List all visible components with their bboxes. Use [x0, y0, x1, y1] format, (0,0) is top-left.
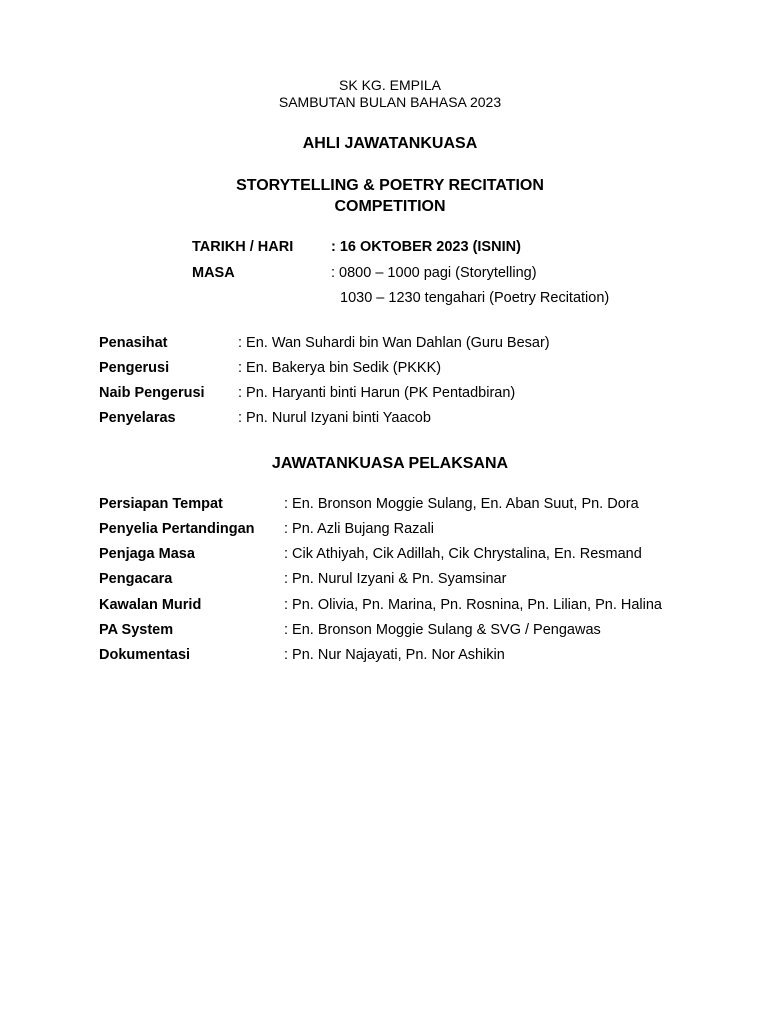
school-name: SK KG. EMPILA	[339, 77, 441, 93]
executive-members: : En. Bronson Moggie Sulang & SVG / Pengawas	[284, 622, 601, 638]
page-title: AHLI JAWATANKUASA	[302, 135, 478, 152]
time-value-storytelling: : 0800 – 1000 pagi (Storytelling)	[331, 265, 537, 281]
executive-members: : Pn. Olivia, Pn. Marina, Pn. Rosnina, Pn. Lilian, Pn. Halina	[284, 597, 662, 613]
committee-role-coordinator: Penyelaras	[99, 410, 176, 426]
executive-role: PA System	[99, 622, 174, 638]
time-label: MASA	[192, 265, 235, 281]
committee-role-vice-chair: Naib Pengerusi	[99, 385, 205, 401]
executive-role: Kawalan Murid	[99, 597, 202, 613]
competition-title-line1: STORYTELLING & POETRY RECITATION	[236, 177, 544, 194]
committee-member-chair: : En. Bakerya bin Sedik (PKKK)	[238, 360, 442, 376]
committee-member-coordinator: : Pn. Nurul Izyani binti Yaacob	[238, 410, 431, 426]
executive-members: : En. Bronson Moggie Sulang, En. Aban Suut, Pn. Dora	[284, 496, 639, 512]
committee-member-vice-chair: : Pn. Haryanti binti Harun (PK Pentadbiran)	[238, 385, 516, 401]
competition-title-line2: COMPETITION	[334, 198, 446, 215]
executive-role: Dokumentasi	[99, 647, 191, 663]
committee-member-advisor: : En. Wan Suhardi bin Wan Dahlan (Guru Besar)	[238, 335, 550, 351]
executive-members: : Cik Athiyah, Cik Adillah, Cik Chrystalina, En. Resmand	[284, 546, 642, 562]
executive-members: : Pn. Nurul Izyani & Pn. Syamsinar	[284, 571, 507, 587]
executive-role: Penyelia Pertandingan	[99, 521, 255, 537]
committee-role-advisor: Penasihat	[99, 335, 168, 351]
executive-role: Persiapan Tempat	[99, 496, 223, 512]
date-label: TARIKH / HARI	[192, 239, 294, 255]
event-name: SAMBUTAN BULAN BAHASA 2023	[278, 94, 502, 110]
time-value-poetry: 1030 – 1230 tengahari (Poetry Recitation)	[340, 290, 610, 306]
executive-committee-title: JAWATANKUASA PELAKSANA	[271, 455, 509, 472]
executive-members: : Pn. Nur Najayati, Pn. Nor Ashikin	[284, 647, 505, 663]
executive-role: Penjaga Masa	[99, 546, 195, 562]
executive-members: : Pn. Azli Bujang Razali	[284, 521, 434, 537]
date-value: : 16 OKTOBER 2023 (ISNIN)	[331, 239, 521, 255]
committee-role-chair: Pengerusi	[99, 360, 170, 376]
executive-role: Pengacara	[99, 571, 173, 587]
